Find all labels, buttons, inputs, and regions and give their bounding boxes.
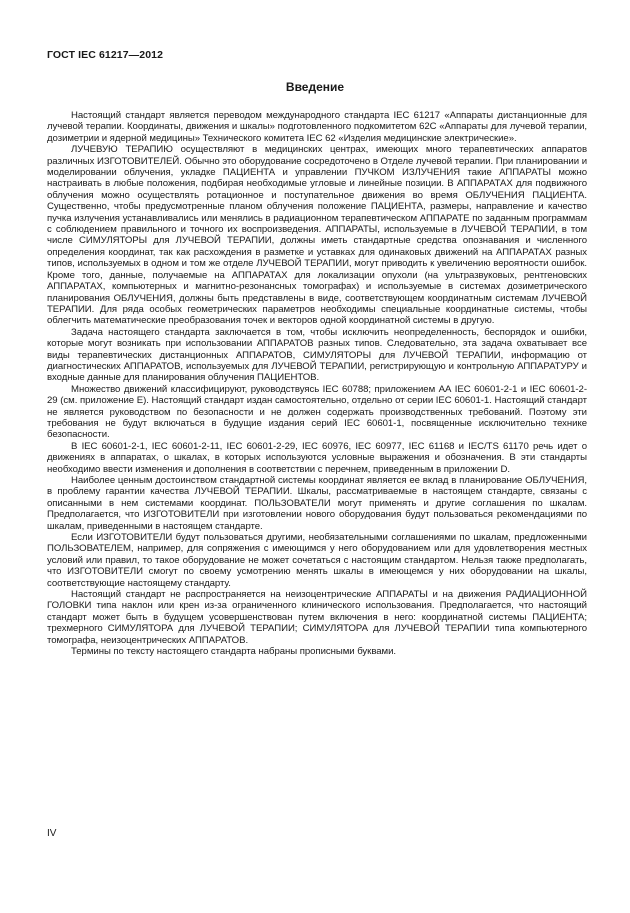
document-header: ГОСТ IEC 61217—2012 <box>47 49 164 61</box>
paragraph: Термины по тексту настоящего стандарта набраны прописными буквами. <box>71 646 397 658</box>
paragraph: Задача настоящего стандарта заключается в том, чтобы исключить неопределенность, беспорядок и ошибки, которые могут возникать при использовании АППАРАТОВ разных типов. Следовательно, эта задача охватывает все виды терапевтических дистанционных АППАРАТОВ, СИМУЛЯТОРЫ для ЛУЧЕВОЙ ТЕРАПИИ, информацию от диагностических АППАРАТОВ, используемых для ЛУЧЕВОЙ ТЕРАПИИ, регистрирующую и контрольную АППАРАТУРУ и входные данные для планирования облучения ПАЦИЕНТОВ. <box>47 326 587 384</box>
paragraph: Наиболее ценным достоинством стандартной системы координат является ее вклад в планирование ОБЛУЧЕНИЯ, в проблему гарантии качества ЛУЧЕВОЙ ТЕРАПИИ. Шкалы, рассматриваемые в настоящем стандарте, связаны с описанными в нем системами координат. ПОЛЬЗОВАТЕЛИ могут применять и другие соглашения по шкалам. Предполагается, что ИЗГОТОВИТЕЛИ при изготовлении нового оборудования будут пользоваться рекомендациями по шкалам, приведенными в настоящем стандарте. <box>47 475 587 532</box>
paragraph: Настоящий стандарт не распространяется на неизоцентрические АППАРАТЫ и на движения РАДИАЦИОННОЙ ГОЛОВКИ типа наклон или крен из-за ограниченного клинического использования. Предполагается, что настоящий стандарт может быть в будущем усовершенствован путем включения в него: координатной системы ПАЦИЕНТА; трехмерного СИМУЛЯТОРА для ЛУЧЕВОЙ ТЕРАПИИ; СИМУЛЯТОРА для ЛУЧЕВОЙ ТЕРАПИИ типа компьютерного томографа, неизоцентрических АППАРАТОВ. <box>47 589 587 646</box>
paragraph: Настоящий стандарт является переводом международного стандарта IEC 61217 «Аппараты дистанционные для лучевой терапии. Координаты, движения и шкалы» подготовленного подкомитетом 62С «Аппараты для лучевой терапии, дозиметрии и ядерной медицины» Технического комитета IEC 62 «Изделия медицинские электрические». <box>47 110 587 144</box>
paragraph: ЛУЧЕВУЮ ТЕРАПИЮ осуществляют в медицинских центрах, имеющих много терапевтических аппаратов различных ИЗГОТОВИТЕЛЕЙ. Обычно это оборудование сосредоточено в Отделе лучевой терапии. При планировании и моделировании облучения, укладке ПАЦИЕНТА и управлении ПУЧКОМ ИЗЛУЧЕНИЯ такие АППАРАТЫ можно настраивать в любые положения, подбирая необходимые угловые и линейные позиции. В АППАРАТАХ для подвижного облучения можно осуществлять ротационное и поступательное движения во время ОБЛУЧЕНИЯ ПАЦИЕНТА. Существенно, чтобы предусмотренные планом облучения положение ПАЦИЕНТА, размеры, направление и качество пучка излучения устанавливались или менялись в радиационном терапевтическом АППАРАТЕ по заданным программам с соблюдением правильного и точного их воспроизведения. АППАРАТЫ, используемые в ЛУЧЕВОЙ ТЕРАПИИ, в том числе СИМУЛЯТОРЫ для ЛУЧЕВОЙ ТЕРАПИИ, должны иметь стандартные средства опознавания и численного определения координат, так как расхождения в разметке и уставках для одинаковых движений на АППАРАТАХ разных типов, используемых в одном и том же отделе ЛУЧЕВОЙ ТЕРАПИИ, могут приводить к увеличению вероятности ошибок. Кроме того, данные, получаемые на АППАРАТАХ для локализации опухоли (на ультразвуковых, рентгеновских АППАРАТАХ, компьютерных и магнитно-резонансных томографах) и используемые в системах дозиметрического планирования ОБЛУЧЕНИЯ, должны быть представлены в виде, соответствующем координатным системам ЛУЧЕВОЙ ТЕРАПИИ. Для ряда особых геометрических параметров необходимы специальные координатные системы, чтобы облегчить математические преобразования точек и векторов одной координатной системы в другую. <box>47 144 587 327</box>
paragraph: В IEC 60601-2-1, IEC 60601-2-11, IEC 60601-2-29, IEC 60976, IEC 60977, IEC 61168 и IEC/TS 61170 речь идет о движениях в аппаратах, о шкалах, в которых используются условные выражения и обозначения. В эти стандарты необходимо ввести изменения и дополнения в соответствии с перечнем, приведенным в приложении D. <box>47 440 587 475</box>
paragraph: Множество движений классифицируют, руководствуясь IEC 60788; приложением АА IEC 60601-2-1 и IEC 60601-2-29 (см. приложение Е). Настоящий стандарт издан самостоятельно, отдельно от серии IEC 60601-1. Настоящий стандарт не является руководством по безопасности и не должен содержать производственных требований. Поэтому эти требования не будут включаться в будущие издания серий IEC 60601-1, посвященные исключительно технике безопасности. <box>47 383 587 441</box>
section-title: Введение <box>285 80 345 94</box>
body-text <box>47 110 587 658</box>
page-number: IV <box>47 828 57 839</box>
paragraph: Если ИЗГОТОВИТЕЛИ будут пользоваться другими, необязательными соглашениями по шкалам, предложенными ПОЛЬЗОВАТЕЛЕМ, например, для сопряжения с имеющимся у него оборудованием или для удовлетворения местных условий или правил, то такое оборудование не может сочетаться с настоящим стандартом. Нельзя также предполагать, что ИЗГОТОВИТЕЛИ смогут по своему усмотрению менять шкалы в имеющемся у них оборудовании на шкалы, соответствующие настоящему стандарту. <box>47 532 587 589</box>
